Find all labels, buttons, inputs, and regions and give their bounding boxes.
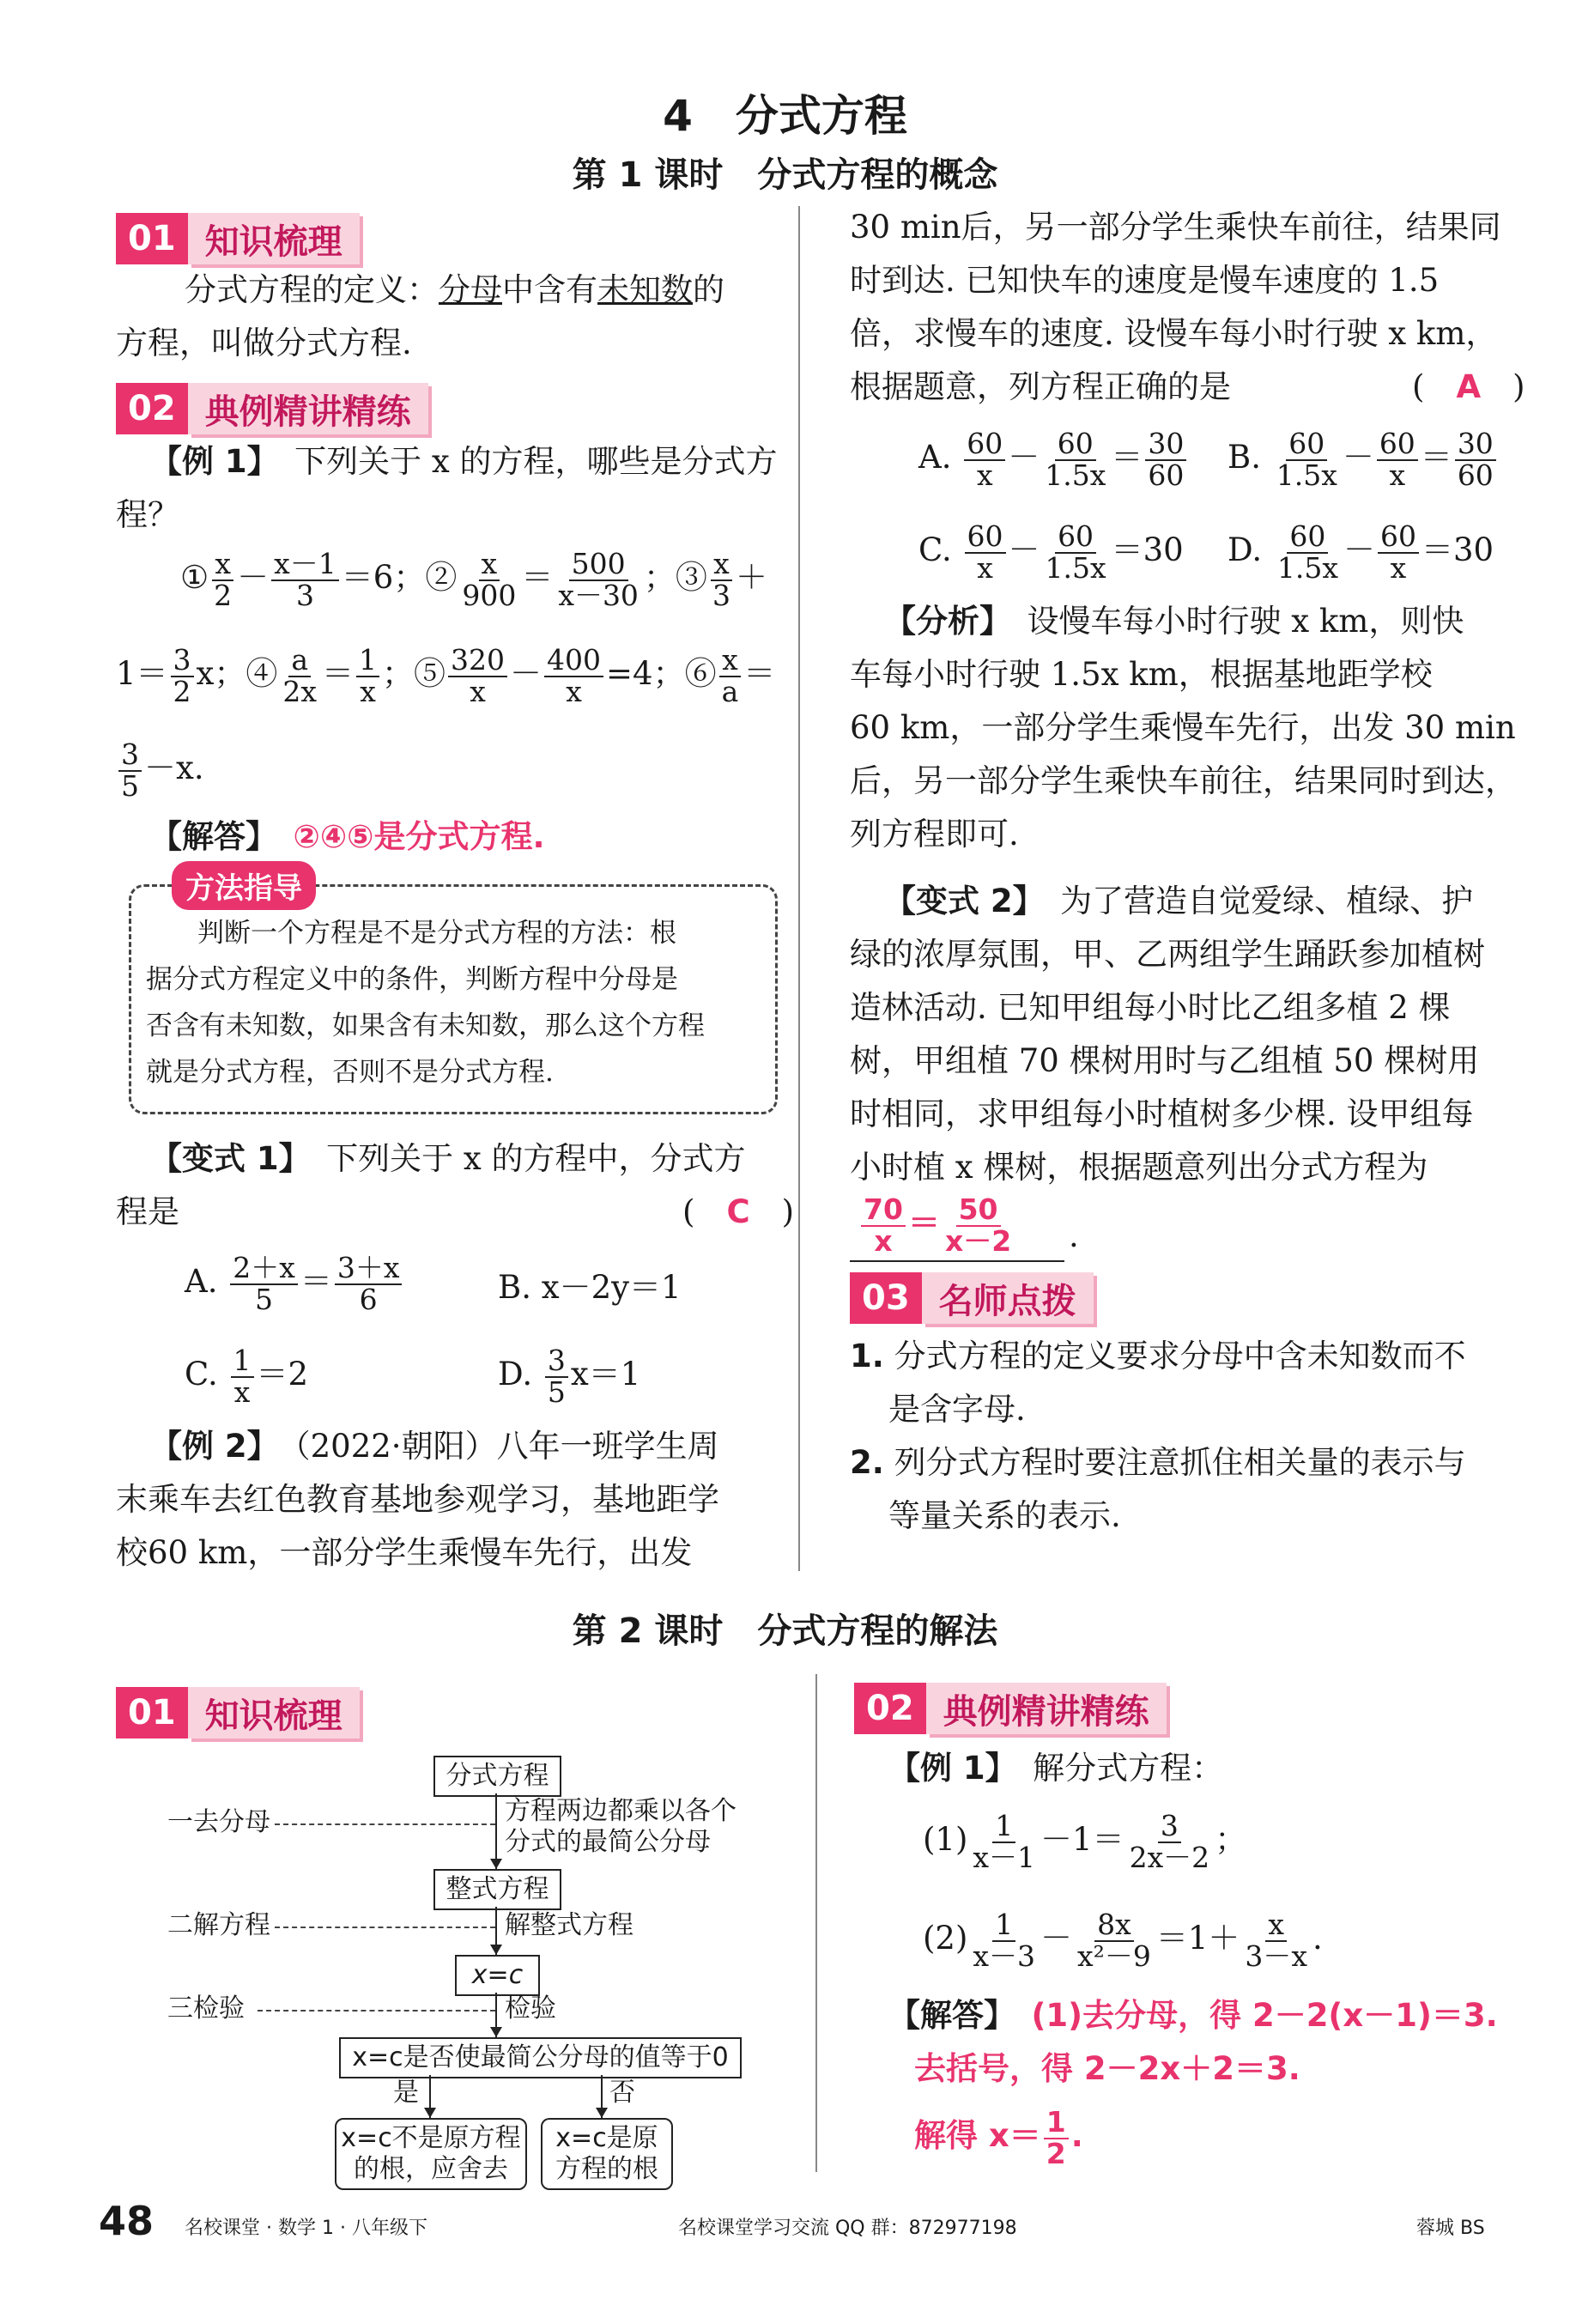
- section-label: 典例精讲精练: [926, 1683, 1167, 1734]
- variant2-line: 绿的浓厚氛围，甲、乙两组学生踊跃参加植树: [850, 936, 1485, 973]
- section-num: 01: [116, 213, 188, 264]
- example1b-answer-1: 【解答】 (1)去分母，得 2－2(x－1)＝3.: [888, 1997, 1498, 2034]
- example2-option-d: D. $\frac{60}{1.5x}$ － $\frac{60}{x}$ ＝30: [1228, 519, 1494, 585]
- tip-1: 1. 分式方程的定义要求分母中含未知数而不: [850, 1338, 1466, 1374]
- analysis-line: 列方程即可.: [850, 816, 1019, 853]
- definition-line1: 分式方程的定义：分母中含有未知数的: [185, 271, 724, 308]
- footer-center: 名校课堂学习交流 QQ 群：872977198: [678, 2218, 1017, 2239]
- analysis-line: 车每小时行驶 1.5x km，根据基地距学校: [850, 656, 1433, 693]
- example2-line4: 30 min后，另一部分学生乘快车前往，结果同: [850, 209, 1501, 246]
- flow-arrow: [490, 2027, 502, 2037]
- lesson2-title: 第 2 课时 分式方程的解法: [572, 1611, 998, 1651]
- analysis-line: 60 km，一部分学生乘慢车先行，出发 30 min: [850, 709, 1516, 746]
- example2-line1: 【例 2】 （2022·朝阳）八年一班学生周: [150, 1428, 719, 1465]
- method-line: 判断一个方程是不是分式方程的方法：根: [197, 918, 676, 949]
- footer-right: 蓉城 BS: [1416, 2218, 1485, 2239]
- lesson1-title: 第 1 课时 分式方程的概念: [572, 155, 998, 195]
- column-divider: [798, 206, 800, 1571]
- variant1-option-d: D. $\frac{3}{5}$ x＝1: [498, 1344, 641, 1409]
- flow-connector: [495, 1793, 497, 1869]
- answer-underline: [850, 1260, 1064, 1262]
- method-line: 否含有未知数，如果含有未知数，那么这个方程: [146, 1010, 705, 1041]
- tip-2: 2. 列分式方程时要注意抓住相关量的表示与: [850, 1444, 1466, 1481]
- flow-no: 否: [609, 2078, 635, 2108]
- section-num: 03: [850, 1272, 922, 1324]
- example1-equations-2: 1＝ $\frac{3}{2}$ x；④ $\frac{a}{2x}$ ＝ $\frac{1}{x}$ ；⑤ $\frac{320}{x}$ － $\frac{400}{x}$ =4；⑥ $\frac{x}{a}$ ＝: [116, 643, 776, 708]
- example2-option-a: A. $\frac{60}{x}$ － $\frac{60}{1.5x}$ ＝ $\frac{30}{60}$: [918, 429, 1189, 490]
- flow-box-root: x=c: [455, 1955, 540, 1996]
- example1b-line: 【例 1】 解分式方程：: [888, 1750, 1224, 1787]
- flow-arrow: [424, 2108, 436, 2118]
- section-01-tag: [116, 1687, 360, 1738]
- section-02-tag: [116, 383, 428, 434]
- variant1-answer: ( C ): [682, 1193, 795, 1230]
- section-num: 02: [116, 383, 188, 434]
- example1b-answer-3: 解得 x＝ $\frac{1}{2}$ .: [914, 2105, 1083, 2170]
- example2-line7: 根据题意，列方程正确的是: [850, 368, 1231, 405]
- variant1-line2: 程是: [116, 1193, 179, 1230]
- flow-box-extraneous: x=c不是原方程 的根，应舍去: [335, 2118, 527, 2190]
- flow-step-3: 三检验: [167, 1993, 245, 2024]
- example1b-eq1: (1) $\frac{1}{x-1}$ －1＝ $\frac{3}{2x-2}$ ；: [923, 1809, 1247, 1874]
- flow-arrow: [596, 2108, 608, 2118]
- flow-yes: 是: [393, 2078, 419, 2108]
- section-01-tag: [116, 213, 360, 264]
- variant1-option-c: C. $\frac{1}{x}$ ＝2: [185, 1344, 309, 1409]
- flow-box-fractional-equation: 分式方程: [433, 1756, 561, 1797]
- page-number: 48: [99, 2198, 155, 2244]
- flow-note-multiply-2: 分式的最简公分母: [505, 1827, 711, 1857]
- example1-line1: 【例 1】 下列关于 x 的方程，哪些是分式方: [150, 443, 778, 480]
- definition-line2: 方程，叫做分式方程.: [116, 325, 412, 361]
- chapter-title: 4 分式方程: [663, 91, 907, 141]
- example2-line6: 倍，求慢车的速度. 设慢车每小时行驶 x km，: [850, 315, 1498, 352]
- section-num: 01: [116, 1687, 188, 1738]
- tip-2-cont: 等量关系的表示.: [888, 1497, 1121, 1534]
- section-num: 02: [854, 1683, 926, 1734]
- flow-box-valid-root: x=c是原 方程的根: [541, 2118, 673, 2190]
- flow-note-solve: 解整式方程: [505, 1910, 633, 1940]
- method-line: 就是分式方程，否则不是分式方程.: [146, 1057, 554, 1088]
- method-line: 据分式方程定义中的条件，判断方程中分母是: [146, 964, 678, 995]
- tip-1-cont: 是含字母.: [888, 1391, 1026, 1428]
- analysis-line1: 【分析】 设慢车每小时行驶 x km，则快: [884, 603, 1464, 640]
- example1-equations-3: $\frac{3}{5}$ －x.: [116, 740, 204, 801]
- section-03-tag: [850, 1272, 1094, 1324]
- example2-option-c: C. $\frac{60}{x}$ － $\frac{60}{1.5x}$ ＝30: [918, 519, 1184, 585]
- variant1-option-b: B. x－2y＝1: [498, 1269, 682, 1306]
- example2-option-b: B. $\frac{60}{1.5x}$ － $\frac{60}{x}$ ＝ $\frac{30}{60}$: [1228, 429, 1499, 490]
- example1b-eq2: (2) $\frac{1}{x-3}$ － $\frac{8x}{\text{x²－9}}$ ＝1＋ $\frac{x}{3-x}$ .: [923, 1908, 1323, 1973]
- footer-book: 名校课堂 · 数学 1 · 八年级下: [185, 2218, 427, 2239]
- flow-arrow: [490, 1945, 502, 1955]
- variant2-line: 小时植 x 棵树，根据题意列出分式方程为: [850, 1149, 1428, 1186]
- variant2-line: 造林活动. 已知甲组每小时比乙组多植 2 棵: [850, 989, 1451, 1026]
- flow-box-integral-equation: 整式方程: [433, 1869, 561, 1910]
- variant1-option-a: A. $\frac{2+x}{5}$ ＝ $\frac{3+x}{6}$: [185, 1253, 404, 1314]
- example1-line2: 程？: [116, 496, 179, 533]
- section-02-tag: [854, 1683, 1167, 1734]
- example2-line3: 校60 km，一部分学生乘慢车先行，出发: [116, 1534, 693, 1571]
- column-divider-2: [815, 1674, 817, 2172]
- flow-step-2-line: [275, 1927, 495, 1928]
- flow-step-1-line: [275, 1823, 495, 1825]
- section-label: 知识梳理: [188, 213, 360, 264]
- variant2-line: 树，甲组植 70 棵树用时与乙组植 50 棵树用: [850, 1042, 1480, 1079]
- example2-answer: ( A ): [1412, 368, 1525, 405]
- flow-note-check: 检验: [505, 1993, 556, 2024]
- variant2-answer: $\frac{70}{x}$ ＝ $\frac{50}{x-2}$: [858, 1195, 1016, 1256]
- flow-box-check: x=c是否使最简公分母的值等于0: [339, 2037, 742, 2078]
- flow-arrow: [490, 1859, 502, 1869]
- example1b-answer-2: 去括号，得 2－2x＋2＝3.: [914, 2050, 1300, 2087]
- example1-equations-1: ① $\frac{x}{2}$ － $\frac{x-1}{3}$ ＝6；② $\frac{x}{900}$ ＝ $\frac{500}{x-30}$ ；③ $\frac{x}{3}$ ＋: [180, 547, 767, 612]
- example1-answer: 【解答】 ②④⑤是分式方程.: [150, 818, 545, 855]
- method-guide-badge: 方法指导: [172, 861, 316, 910]
- example2-line5: 时到达. 已知快车的速度是慢车速度的 1.5: [850, 262, 1440, 299]
- section-label: 典例精讲精练: [188, 383, 428, 434]
- flow-step-2: 二解方程: [167, 1910, 270, 1940]
- variant2-line1: 【变式 2】 为了营造自觉爱绿、植绿、护: [884, 883, 1474, 919]
- variant2-period: .: [1069, 1217, 1079, 1254]
- flow-step-3-line: [258, 2010, 495, 2012]
- flow-step-1: 一去分母: [167, 1807, 270, 1837]
- analysis-line: 后，另一部分学生乘快车前往，结果同时到达，: [850, 762, 1517, 799]
- variant2-line: 时相同，求甲组每小时植树多少棵. 设甲组每: [850, 1095, 1474, 1132]
- section-label: 知识梳理: [188, 1687, 360, 1738]
- flow-note-multiply: 方程两边都乘以各个: [505, 1796, 737, 1826]
- section-label: 名师点拨: [922, 1272, 1094, 1324]
- variant1-line1: 【变式 1】 下列关于 x 的方程中，分式方: [150, 1140, 746, 1177]
- example2-line2: 末乘车去红色教育基地参观学习，基地距学: [116, 1481, 719, 1518]
